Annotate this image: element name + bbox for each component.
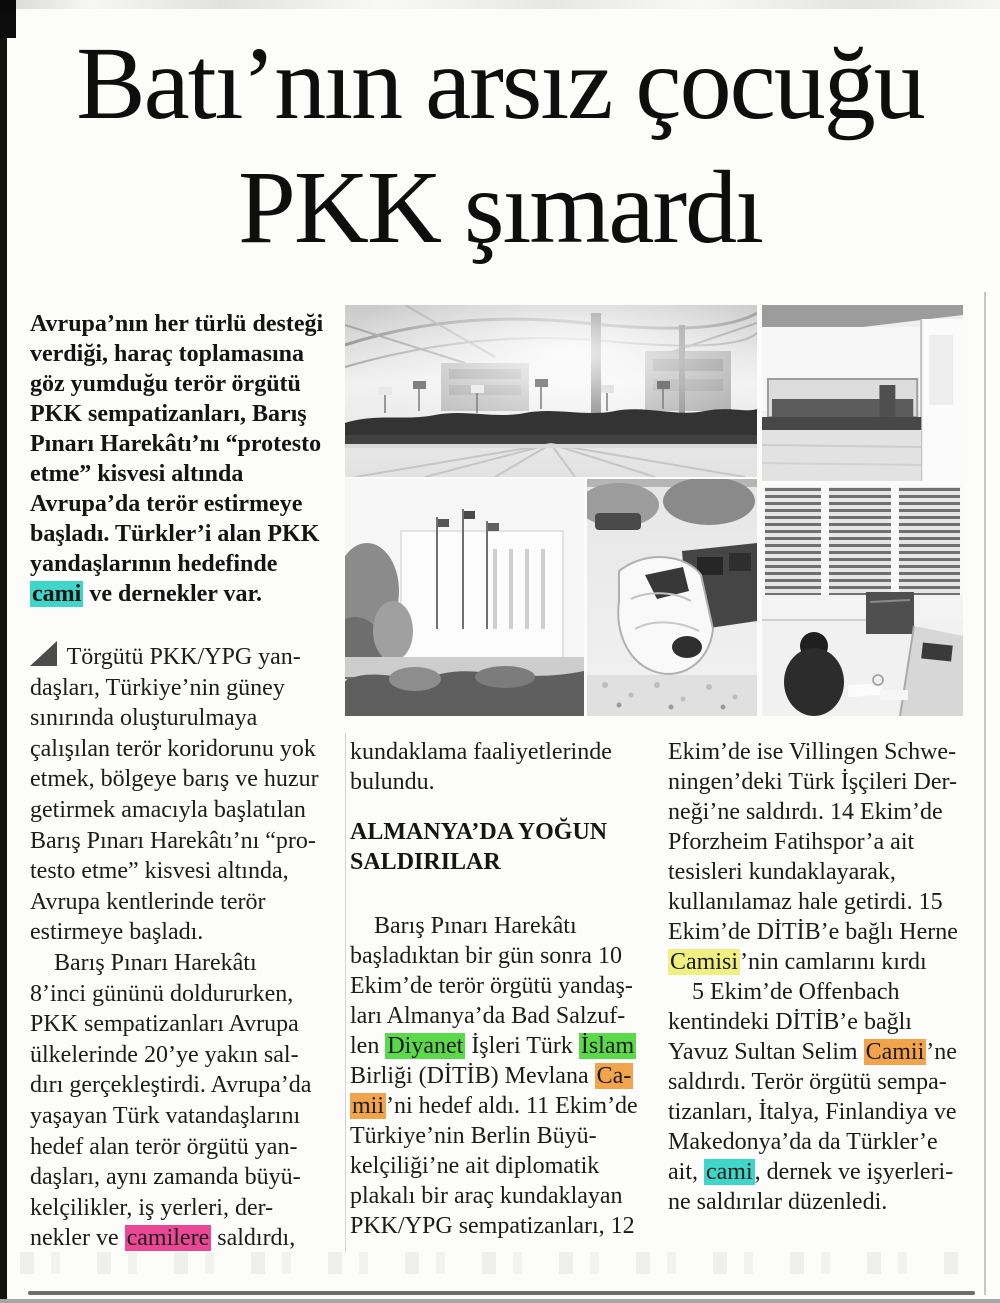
- text-line: [30, 673, 348, 704]
- text-line: [350, 941, 650, 971]
- text-segment: yandaşlarının hedefinde: [30, 551, 278, 577]
- text-segment: kelçilikler, iş yerleri, der-: [30, 1194, 274, 1221]
- text-segment: göz yumduğu terör örgütü: [30, 371, 301, 397]
- text-segment: bulundu.: [350, 769, 435, 795]
- text-segment: daşları, Türkiye’nin güney: [30, 674, 285, 701]
- text-segment: neği’ne saldırdı. 14 Ekim’de: [668, 799, 943, 825]
- text-segment: tesisleri kundaklayarak,: [668, 859, 896, 885]
- bottom-edge-rule: [0, 1299, 1000, 1303]
- text-line: [30, 1193, 348, 1224]
- text-line: [30, 490, 345, 520]
- text-segment: ’nin camlarını kırdı: [740, 949, 927, 975]
- right-column: [668, 737, 973, 1217]
- text-line: [30, 795, 348, 826]
- photo-attacked-building: [762, 305, 963, 481]
- text-line: [30, 734, 348, 765]
- text-line: [668, 947, 973, 977]
- text-segment: Barış Pınarı Harekâtı’nı “pro-: [30, 827, 316, 854]
- text-segment: İşleri Türk: [465, 1033, 579, 1059]
- text-segment: Yavuz Sultan Selim: [668, 1039, 864, 1065]
- text-line: [350, 1181, 650, 1211]
- text-segment: Birliği (DİTİB) Mevlana: [350, 1063, 595, 1089]
- scan-edge-top: [0, 0, 1000, 9]
- text-segment: dırı gerçekleştirdi. Avrupa’da: [30, 1072, 312, 1099]
- text-line: [30, 887, 348, 918]
- text-line: [30, 460, 345, 490]
- text-line: [668, 1157, 973, 1187]
- text-line: [668, 737, 973, 767]
- text-line: [350, 1121, 650, 1151]
- text-segment: 8’inci gününü doldururken,: [30, 980, 294, 1007]
- text-segment: yaşayan Türk vatandaşlarını: [30, 1102, 301, 1129]
- text-line: [668, 1007, 973, 1037]
- highlighted-word: mii: [352, 1093, 385, 1119]
- text-line: [350, 1031, 650, 1061]
- text-line: [668, 1097, 973, 1127]
- attacked-building-illustration: [762, 305, 963, 481]
- text-line: [30, 340, 345, 370]
- highlighted-word: Camii: [865, 1039, 925, 1065]
- text-segment: getirmek amacıyla başlatılan: [30, 796, 306, 823]
- text-segment: ları Almanya’da Bad Salzuf-: [350, 1003, 626, 1029]
- headline-line1: Batı’nın arsız çocuğu: [76, 26, 924, 141]
- subheading-almanya: [350, 817, 650, 877]
- text-segment: Ekim’de DİTİB’e bağlı Herne: [668, 919, 958, 945]
- mosque-illustration: [345, 479, 584, 716]
- text-line: [30, 310, 345, 340]
- text-segment: kelçiliği’ne ait diplomatik: [350, 1153, 600, 1179]
- burned-car-illustration: [587, 479, 757, 716]
- text-line: [30, 1101, 348, 1132]
- text-line: [668, 1067, 973, 1097]
- triangle-marker-icon: [30, 641, 57, 666]
- text-line: [30, 641, 348, 673]
- text-line: [30, 370, 345, 400]
- photo-mosque: [345, 479, 584, 716]
- text-line: [350, 1091, 650, 1121]
- intro-paragraph: [30, 310, 345, 610]
- middle-paragraph-b: [350, 911, 650, 1241]
- text-line: [668, 797, 973, 827]
- text-segment: Makedonya’da da Türkler’e: [668, 1129, 938, 1155]
- text-line: [30, 1040, 348, 1071]
- text-line: [350, 767, 650, 797]
- text-segment: ülkelerinde 20’ye yakın sal-: [30, 1041, 299, 1068]
- text-line: [668, 977, 973, 1007]
- highlighted-word: cami: [706, 1159, 753, 1185]
- text-line: [350, 911, 650, 941]
- text-line: [350, 1001, 650, 1031]
- text-segment: ve dernekler var.: [83, 581, 262, 607]
- headline: [12, 22, 988, 270]
- text-segment: PKK/YPG sempatizanları, 12: [350, 1213, 635, 1239]
- text-line: [30, 1132, 348, 1163]
- text-line: [668, 1187, 973, 1217]
- text-segment: Avrupa’da terör estirmeye: [30, 491, 303, 517]
- text-segment: başladı. Türkler’i alan PKK: [30, 521, 320, 547]
- text-segment: PKK sempatizanları, Barış: [30, 401, 307, 427]
- text-segment: kundaklama faaliyetlerinde: [350, 739, 612, 765]
- text-segment: nekler ve: [30, 1225, 125, 1252]
- text-segment: Törgütü PKK/YPG yan-: [61, 644, 301, 670]
- text-segment: SALDIRILAR: [350, 849, 501, 875]
- text-line: [668, 827, 973, 857]
- text-segment: Barış Pınarı Harekâtı: [30, 949, 257, 976]
- text-segment: kullanılamaz hale getirdi. 15: [668, 889, 943, 915]
- text-segment: ne saldırılar düzenledi.: [668, 1189, 888, 1215]
- left-column: [30, 641, 348, 1254]
- text-segment: PKK sempatizanları Avrupa: [30, 1011, 299, 1038]
- text-line: [668, 857, 973, 887]
- vandalized-office-illustration: [762, 484, 963, 716]
- text-segment: testo etme” kisvesi altında,: [30, 858, 289, 885]
- text-segment: , dernek ve işyerleri-: [754, 1159, 954, 1185]
- text-segment: hedef alan terör örgütü yan-: [30, 1133, 298, 1160]
- text-segment: Avrupa kentlerinde terör: [30, 888, 266, 915]
- text-line: [30, 580, 345, 610]
- text-segment: ALMANYA’DA YOĞUN: [350, 819, 608, 845]
- headline-line2: PKK şımardı: [238, 150, 762, 265]
- text-line: [668, 917, 973, 947]
- text-line: [30, 1223, 348, 1254]
- photo-protest-crowd: [345, 305, 757, 477]
- text-line: [668, 887, 973, 917]
- scan-edge-left: [0, 0, 7, 1303]
- text-line: [30, 856, 348, 887]
- text-segment: sınırında oluşturulmaya: [30, 705, 258, 732]
- text-segment: etme” kisvesi altında: [30, 461, 244, 487]
- text-segment: estirmeye başladı.: [30, 919, 204, 946]
- text-segment: saldırdı. Terör örgütü sempa-: [668, 1069, 947, 1095]
- text-line: [668, 767, 973, 797]
- text-segment: başladıktan bir gün sonra 10: [350, 943, 622, 969]
- text-segment: 5 Ekim’de Offenbach: [668, 979, 900, 1005]
- middle-column: [350, 737, 650, 1241]
- text-segment: Avrupa’nın her türlü desteği: [30, 311, 324, 337]
- text-line: [668, 1037, 973, 1067]
- text-line: [30, 1162, 348, 1193]
- text-line: [350, 971, 650, 1001]
- text-segment: Ekim’de terör örgütü yandaş-: [350, 973, 633, 999]
- text-segment: len: [350, 1033, 386, 1059]
- text-line: [30, 1070, 348, 1101]
- page-border-right: [984, 292, 986, 1295]
- left-paragraph-2: [30, 948, 348, 1254]
- text-line: [350, 737, 650, 767]
- text-line: [30, 703, 348, 734]
- highlighted-word: camilere: [126, 1225, 210, 1252]
- highlighted-word: İslam: [580, 1033, 635, 1059]
- text-segment: etmek, bölgeye barış ve huzur: [30, 766, 319, 793]
- text-line: [30, 948, 348, 979]
- text-line: [30, 1009, 348, 1040]
- highlighted-word: cami: [32, 581, 82, 607]
- text-segment: plakalı bir araç kundaklayan: [350, 1183, 623, 1209]
- text-segment: tizanları, İtalya, Finlandiya ve: [668, 1099, 957, 1125]
- text-segment: ’ne: [926, 1039, 957, 1065]
- text-line: [30, 520, 345, 550]
- text-segment: çalışılan terör koridorunu yok: [30, 735, 316, 762]
- text-line: [350, 1211, 650, 1241]
- text-line: [350, 847, 650, 877]
- highlighted-word: Ca-: [596, 1063, 632, 1089]
- highlighted-word: Camisi: [670, 949, 739, 975]
- text-segment: daşları, aynı zamanda büyü-: [30, 1164, 301, 1191]
- left-paragraph-1: [30, 641, 348, 948]
- text-line: [350, 817, 650, 847]
- text-line: [350, 1061, 650, 1091]
- highlighted-word: Diyanet: [387, 1033, 464, 1059]
- bottom-rule: [28, 1291, 975, 1295]
- text-segment: ’ni hedef aldı. 11 Ekim’de: [386, 1093, 638, 1119]
- text-segment: kentindeki DİTİB’e bağlı: [668, 1009, 912, 1035]
- text-line: [30, 764, 348, 795]
- text-line: [30, 917, 348, 948]
- text-line: [350, 1151, 650, 1181]
- text-line: [30, 400, 345, 430]
- text-line: [30, 430, 345, 460]
- middle-paragraph-a: [350, 737, 650, 797]
- text-segment: verdiği, haraç toplamasına: [30, 341, 304, 367]
- protest-crowd-illustration: [345, 305, 757, 477]
- text-segment: saldırdı,: [211, 1225, 296, 1252]
- text-segment: Pınarı Harekâtı’nı “protesto: [30, 431, 322, 457]
- photo-vandalized-office: [762, 484, 963, 716]
- text-segment: Barış Pınarı Harekâtı: [350, 913, 577, 939]
- scan-noise-bottom: [20, 1252, 970, 1274]
- text-segment: ait,: [668, 1159, 704, 1185]
- text-line: [30, 550, 345, 580]
- photo-burned-car: [587, 479, 757, 716]
- text-line: [30, 979, 348, 1010]
- text-line: [30, 826, 348, 857]
- text-segment: Pforzheim Fatihspor’a ait: [668, 829, 915, 855]
- text-segment: Ekim’de ise Villingen Schwe-: [668, 739, 957, 765]
- text-line: [668, 1127, 973, 1157]
- text-segment: ningen’deki Türk İşçileri Der-: [668, 769, 957, 795]
- text-segment: Türkiye’nin Berlin Büyü-: [350, 1123, 597, 1149]
